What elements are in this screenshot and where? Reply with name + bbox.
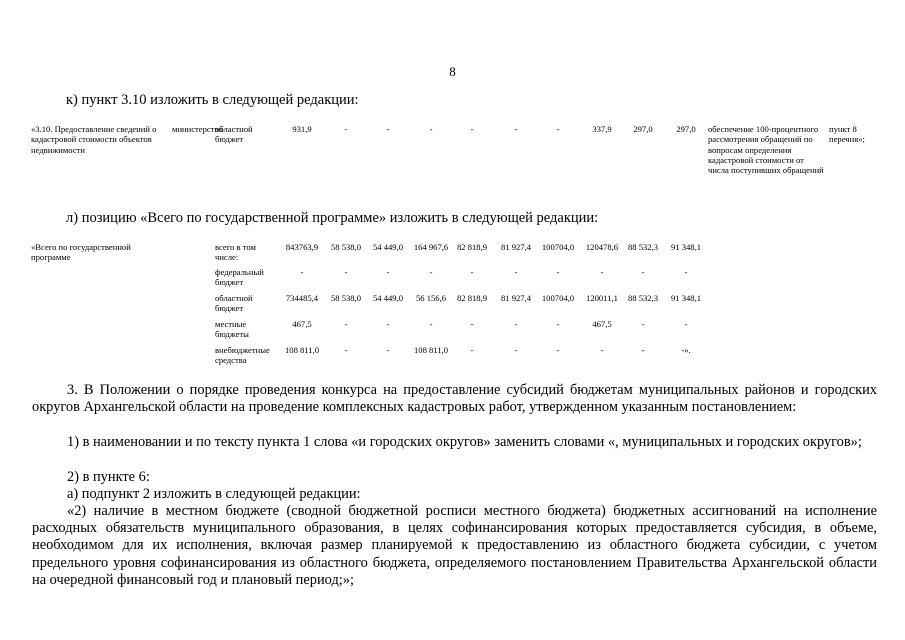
row-3-10-value-7: 337,9 [592, 124, 612, 134]
total-row-value: 91 348,1 [670, 293, 702, 303]
paragraph-subitem-2-text: «2) наличие в местном бюджете (сводной бюджетной росписи местного бюджета) бюджетных ассигнований на исполнение расходных обязательств муниципального образования, в целях софинансирования которых предоставляется субсидия, в объеме, необходимом для их исполнения, включая размер планируемой к предоставлению из областного бюджета субсидии, с учетом предельного уровня софинансирования из областного бюджета, определяемого постановлением Правительства Архангельской области на очередной финансовый год и плановый период;»; [32, 503, 877, 588]
total-row-value: 56 156,6 [415, 293, 447, 303]
total-row-value: - [344, 319, 348, 329]
row-3-10-name: «3.10. Предоставление сведений о кадастровой стоимости объектов недвижимости [31, 124, 157, 155]
total-row-value: 734485,4 [285, 293, 319, 303]
total-row-value: 108 811,0 [413, 345, 449, 355]
row-3-10-value-0: 931,9 [292, 124, 312, 134]
total-row-value: 88 532,3 [627, 293, 659, 303]
row-3-10-value-4: - [470, 124, 474, 134]
row-3-10-value-9: 297,0 [676, 124, 696, 134]
total-row-value: - [344, 345, 348, 355]
paragraph-3-2: 2) в пункте 6: [67, 469, 150, 485]
total-row-value: - [600, 267, 604, 277]
total-row-value: - [470, 319, 474, 329]
total-row-value: 120478,6 [585, 242, 619, 252]
total-row-value: 81 927,4 [500, 242, 532, 252]
total-row-value: 58 538,0 [330, 242, 362, 252]
total-row-value: - [470, 345, 474, 355]
total-row-value: 164 967,6 [413, 242, 449, 252]
total-row-value: - [641, 345, 645, 355]
total-row-label: всего в том числе: [215, 242, 256, 263]
total-row-value: 82 818,9 [456, 293, 488, 303]
row-3-10-value-5: - [514, 124, 518, 134]
total-row-value: - [556, 319, 560, 329]
total-row-value: 91 348,1 [670, 242, 702, 252]
total-row-value: - [386, 345, 390, 355]
total-row-value: - [429, 267, 433, 277]
total-row-label: внебюджетные средства [215, 345, 270, 366]
total-row-value: - [684, 319, 688, 329]
page-number: 8 [449, 64, 456, 79]
row-3-10-source: областной бюджет [215, 124, 253, 145]
row-3-10-ref: пункт 8 перечня»; [829, 124, 865, 145]
total-row-value: 108 811,0 [284, 345, 320, 355]
row-3-10-value-6: - [556, 124, 560, 134]
total-row-value: - [684, 267, 688, 277]
total-row-value: 120011,1 [586, 293, 618, 303]
total-row-value: 54 449,0 [372, 242, 404, 252]
total-row-value: - [429, 319, 433, 329]
total-row-value: - [386, 267, 390, 277]
heading-item-l: л) позицию «Всего по государственной программе» изложить в следующей редакции: [66, 210, 599, 226]
row-3-10-value-8: 297,0 [633, 124, 653, 134]
total-row-value: 467,5 [592, 319, 612, 329]
total-row-value: - [641, 267, 645, 277]
total-row-label: областной бюджет [215, 293, 253, 314]
total-name: «Всего по государственной программе [31, 242, 131, 263]
total-row-value: 88 532,3 [627, 242, 659, 252]
total-row-value: 82 818,9 [456, 242, 488, 252]
row-3-10-value-1: - [344, 124, 348, 134]
total-row-value: 81 927,4 [500, 293, 532, 303]
total-row-value: 467,5 [292, 319, 312, 329]
total-row-value: - [600, 345, 604, 355]
total-row-value: - [386, 319, 390, 329]
total-row-value: - [300, 267, 304, 277]
total-row-value: 100704,0 [541, 293, 575, 303]
total-row-value: - [514, 319, 518, 329]
total-row-label: федеральный бюджет [215, 267, 264, 288]
total-row-value: 843763,9 [285, 242, 319, 252]
total-row-value: 58 538,0 [330, 293, 362, 303]
row-3-10-indicator: обеспечение 100-процентного рассмотрения обращений по вопросам определения кадастровой стоимости от числа поступивших обращений [708, 124, 824, 176]
row-3-10-executor: министерство [172, 124, 223, 134]
total-row-value: - [556, 345, 560, 355]
paragraph-3-1: 1) в наименовании и по тексту пункта 1 слова «и городских округов» заменить словами «, муниципальных и городских округов»; [67, 434, 862, 450]
paragraph-3: 3. В Положении о порядке проведения конкурса на предоставление субсидий бюджетам муниципальных районов и городских округов Архангельской области на проведение комплексных кадастровых работ, утвержденном указанным постановлением: [32, 382, 877, 416]
total-row-value: - [641, 319, 645, 329]
total-row-value: - [344, 267, 348, 277]
paragraph-3-2-a: а) подпункт 2 изложить в следующей редакции: [67, 486, 361, 502]
total-row-label: местные бюджеты [215, 319, 249, 340]
total-row-value: - [514, 267, 518, 277]
total-row-value: 54 449,0 [372, 293, 404, 303]
total-row-value: - [556, 267, 560, 277]
total-row-value: - [470, 267, 474, 277]
heading-item-k: к) пункт 3.10 изложить в следующей редакции: [66, 92, 359, 108]
total-row-value: - [514, 345, 518, 355]
row-3-10-value-3: - [429, 124, 433, 134]
total-row-value: 100704,0 [541, 242, 575, 252]
total-row-value: -». [681, 345, 691, 355]
row-3-10-value-2: - [386, 124, 390, 134]
